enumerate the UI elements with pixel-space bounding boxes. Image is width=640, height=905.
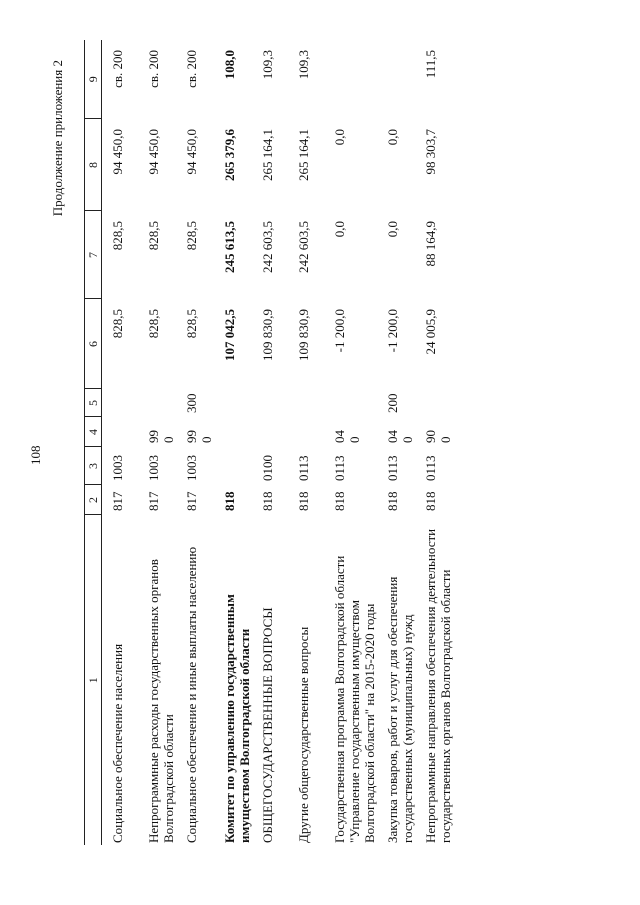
section-code: 0113: [385, 455, 400, 481]
section-code: 0113: [296, 455, 311, 481]
table-row: [288, 40, 324, 845]
dept-code: 818: [296, 491, 311, 511]
column-header: 1: [85, 515, 102, 845]
table-row: [252, 40, 288, 845]
percent-col9: 108,0: [222, 50, 237, 80]
column-header: 8: [85, 119, 102, 211]
amount-col6: 24 005,9: [423, 309, 438, 355]
column-header: 4: [85, 417, 102, 447]
amount-col7: 245 613,5: [222, 221, 237, 273]
percent-col9: св. 200: [110, 50, 125, 88]
table-row: [176, 40, 214, 845]
amount-col6: -1 200,0: [385, 309, 400, 353]
row-name: Социальное обеспечение и иные выплаты населению: [184, 546, 199, 843]
percent-col9: св. 200: [184, 50, 199, 88]
budget-table: [84, 40, 453, 845]
amount-col8: 0,0: [385, 129, 400, 146]
column-header: 7: [85, 211, 102, 299]
amount-col8: 94 450,0: [110, 129, 125, 175]
row-name: Закупка товаров, работ и услуг для обеспечения государственных (муниципальных) нужд: [385, 576, 415, 843]
table-row: [377, 40, 415, 845]
amount-col7: 242 603,5: [260, 221, 275, 273]
percent-col9: 109,3: [260, 50, 275, 80]
dept-code: 818: [385, 491, 400, 511]
amount-col7: 828,5: [146, 221, 161, 251]
column-header: 2: [85, 485, 102, 515]
amount-col7: 0,0: [385, 221, 400, 238]
program-code: [288, 417, 324, 447]
section-code: 1003: [184, 455, 199, 481]
section-code: 1003: [146, 455, 161, 481]
section-code: [214, 447, 252, 485]
expense-type: [288, 389, 324, 417]
dept-code: 818: [332, 491, 347, 511]
table-row: [415, 40, 453, 845]
section-code: 0100: [260, 455, 275, 481]
row-name: Другие общегосударственные вопросы: [296, 626, 311, 843]
expense-type: 300: [184, 393, 199, 413]
table-row: [102, 40, 139, 845]
table-row: [324, 40, 377, 845]
header-row: [85, 40, 102, 845]
amount-col6: -1 200,0: [332, 309, 347, 353]
table-body: [102, 40, 454, 845]
program-code: 04 0: [332, 430, 362, 443]
amount-col8: 94 450,0: [146, 129, 161, 175]
amount-col6: 828,5: [184, 309, 199, 339]
percent-col9: 111,5: [423, 50, 438, 79]
expense-type: [102, 389, 139, 417]
section-code: 0113: [332, 455, 347, 481]
program-code: 99 0: [184, 430, 214, 443]
amount-col7: 0,0: [332, 221, 347, 238]
continuation-caption: Продолжение приложения 2: [50, 60, 65, 217]
amount-col6: 107 042,5: [222, 309, 237, 361]
expense-type: [138, 389, 176, 417]
amount-col8: 98 303,7: [423, 129, 438, 175]
amount-col8: 0,0: [332, 129, 347, 146]
expense-type: [415, 389, 453, 417]
expense-type: [214, 389, 252, 417]
row-name: Непрограммные направления обеспечения деятельности государственных органов Волгоградской области: [423, 528, 453, 843]
amount-col6: 109 830,9: [260, 309, 275, 361]
row-name: Непрограммные расходы государственных органов Волгоградской области: [146, 559, 176, 843]
column-header: 9: [85, 40, 102, 119]
section-code: 0113: [423, 455, 438, 481]
program-code: [102, 417, 139, 447]
percent-col9: [377, 40, 415, 119]
amount-col7: 242 603,5: [296, 221, 311, 273]
percent-col9: св. 200: [146, 50, 161, 88]
column-header: 5: [85, 389, 102, 417]
page-number: 108: [28, 445, 43, 465]
table-row: [214, 40, 252, 845]
amount-col8: 265 379,6: [222, 129, 237, 181]
percent-col9: [324, 40, 377, 119]
row-name: Государственная программа Волгоградской области "Управление государственным имуществом Волгоградской области" на 2015-2020 годы: [332, 555, 377, 843]
amount-col7: 88 164,9: [423, 221, 438, 267]
program-code: [252, 417, 288, 447]
expense-type: [252, 389, 288, 417]
row-name: Социальное обеспечение населения: [110, 643, 125, 843]
amount-col7: 828,5: [184, 221, 199, 251]
column-header: 6: [85, 299, 102, 389]
amount-col8: 265 164,1: [296, 129, 311, 181]
program-code: 99 0: [146, 430, 176, 443]
row-name: Комитет по управлению государственным имуществом Волгоградской области: [222, 594, 252, 843]
dept-code: 817: [184, 491, 199, 511]
program-code: [214, 417, 252, 447]
percent-col9: 109,3: [296, 50, 311, 80]
row-name: ОБЩЕГОСУДАРСТВЕННЫЕ ВОПРОСЫ: [260, 607, 275, 843]
column-header: 3: [85, 447, 102, 485]
section-code: 1003: [110, 455, 125, 481]
dept-code: 818: [222, 491, 237, 511]
amount-col8: 94 450,0: [184, 129, 199, 175]
amount-col8: 265 164,1: [260, 129, 275, 181]
dept-code: 817: [146, 491, 161, 511]
program-code: 90 0: [423, 430, 453, 443]
amount-col6: 828,5: [110, 309, 125, 339]
dept-code: 818: [423, 491, 438, 511]
amount-col7: 828,5: [110, 221, 125, 251]
amount-col6: 109 830,9: [296, 309, 311, 361]
program-code: 04 0: [385, 430, 415, 443]
amount-col6: 828,5: [146, 309, 161, 339]
expense-type: 200: [385, 393, 400, 413]
dept-code: 817: [110, 491, 125, 511]
expense-type: [324, 389, 377, 417]
table-row: [138, 40, 176, 845]
dept-code: 818: [260, 491, 275, 511]
